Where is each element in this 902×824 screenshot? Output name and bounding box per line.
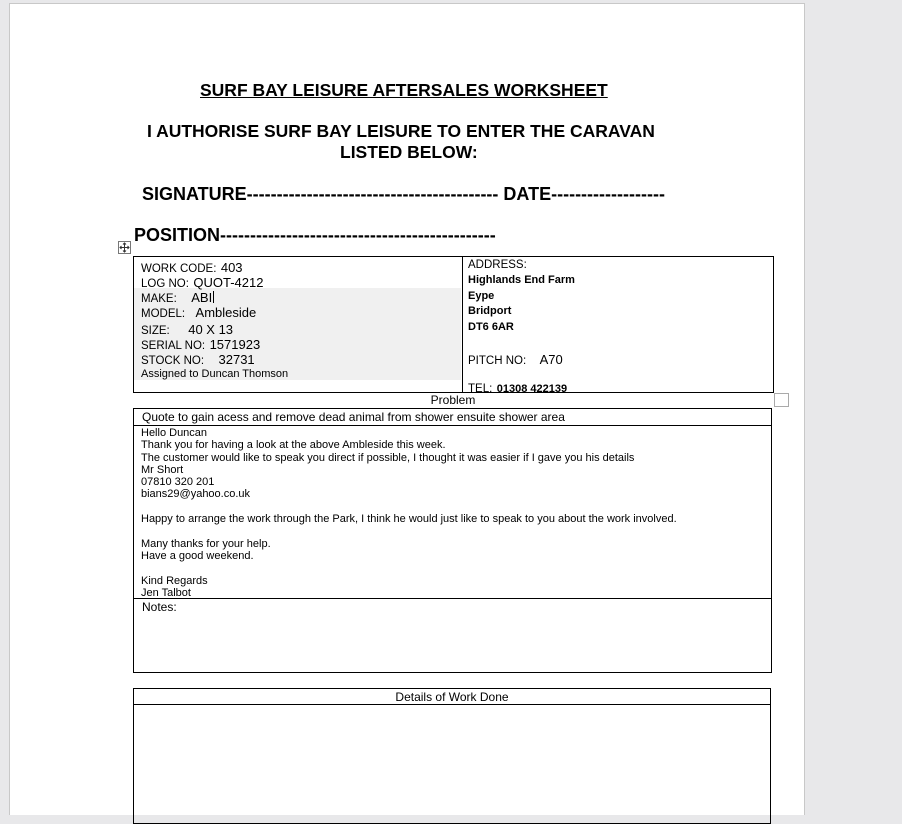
- size-label: SIZE:: [141, 325, 170, 337]
- vehicle-details-cell[interactable]: [133, 256, 463, 393]
- message-line: Have a good weekend.: [141, 549, 254, 562]
- problem-heading: Problem: [430, 393, 476, 407]
- message-line: Jen Talbot: [141, 586, 191, 599]
- move-arrows-icon: [119, 242, 130, 253]
- serial-label: SERIAL NO:: [141, 340, 206, 352]
- work-done-heading-cell: [133, 688, 771, 705]
- make-label: MAKE:: [141, 293, 177, 305]
- address-cell[interactable]: [462, 256, 774, 393]
- message-line: Hello Duncan: [141, 427, 208, 439]
- address-line-4: DT6 6AR: [468, 321, 514, 333]
- message-line: Mr Short: [141, 463, 184, 476]
- message-line: Happy to arrange the work through the Park, I think he would just like to speak to you about the work involved.: [141, 513, 677, 526]
- table-move-handle[interactable]: [118, 241, 131, 254]
- checkbox-icon[interactable]: [774, 393, 789, 407]
- address-line-2: Eype: [468, 290, 495, 302]
- document-title: SURF BAY LEISURE AFTERSALES WORKSHEET: [200, 80, 608, 100]
- position-line: POSITION----------------------------------------------: [134, 225, 496, 245]
- problem-summary-cell[interactable]: [133, 408, 772, 426]
- model-label: MODEL:: [141, 308, 186, 320]
- text-cursor: [213, 291, 214, 303]
- message-line: Kind Regards: [141, 574, 208, 587]
- message-line: bians29@yahoo.co.uk: [141, 488, 251, 501]
- problem-summary: Quote to gain acess and remove dead animal from shower ensuite shower area: [142, 410, 565, 424]
- message-line: Many thanks for your help.: [141, 537, 271, 550]
- problem-message-cell[interactable]: [133, 425, 772, 599]
- stock-value[interactable]: 32731: [218, 352, 255, 367]
- size-value[interactable]: 40 X 13: [188, 322, 234, 337]
- problem-message: [141, 427, 677, 599]
- address-line-3: Bridport: [468, 305, 512, 317]
- address-label: ADDRESS:: [468, 259, 527, 271]
- authorise-line-2: LISTED BELOW:: [340, 142, 478, 162]
- signature-date-line: SIGNATURE------------------------------------------ DATE-------------------: [142, 184, 665, 204]
- notes-label: Notes:: [142, 600, 177, 614]
- authorise-line-1: I AUTHORISE SURF BAY LEISURE TO ENTER THE CARAVAN: [147, 121, 655, 141]
- address-line-1: Highlands End Farm: [468, 274, 575, 286]
- message-line: [141, 501, 677, 513]
- tel-value: 01308 422139: [496, 383, 568, 395]
- notes-cell[interactable]: [133, 598, 772, 673]
- message-line: [141, 525, 677, 537]
- message-line: Thank you for having a look at the above Ambleside this week.: [141, 439, 446, 452]
- message-line: The customer would like to speak you direct if possible, I thought it was easier if I gave you his details: [141, 451, 635, 464]
- stock-label: STOCK NO:: [141, 355, 205, 367]
- work-done-heading: Details of Work Done: [395, 690, 509, 704]
- pitch-label: PITCH NO:: [468, 355, 527, 367]
- assigned-to: Assigned to Duncan Thomson: [141, 368, 289, 380]
- log-no-value[interactable]: QUOT-4212: [193, 275, 264, 290]
- work-code-value[interactable]: 403: [220, 260, 243, 275]
- message-line: 07810 320 201: [141, 476, 215, 489]
- work-done-body-cell[interactable]: [133, 704, 771, 824]
- make-value[interactable]: ABI: [191, 290, 213, 305]
- model-value[interactable]: Ambleside: [195, 305, 257, 320]
- log-no-label: LOG NO:: [141, 278, 189, 290]
- serial-value[interactable]: 1571923: [209, 337, 261, 352]
- message-line: [141, 562, 677, 574]
- tel-label: TEL:: [468, 383, 493, 395]
- work-code-label: WORK CODE:: [141, 263, 217, 275]
- pitch-value[interactable]: A70: [539, 352, 563, 367]
